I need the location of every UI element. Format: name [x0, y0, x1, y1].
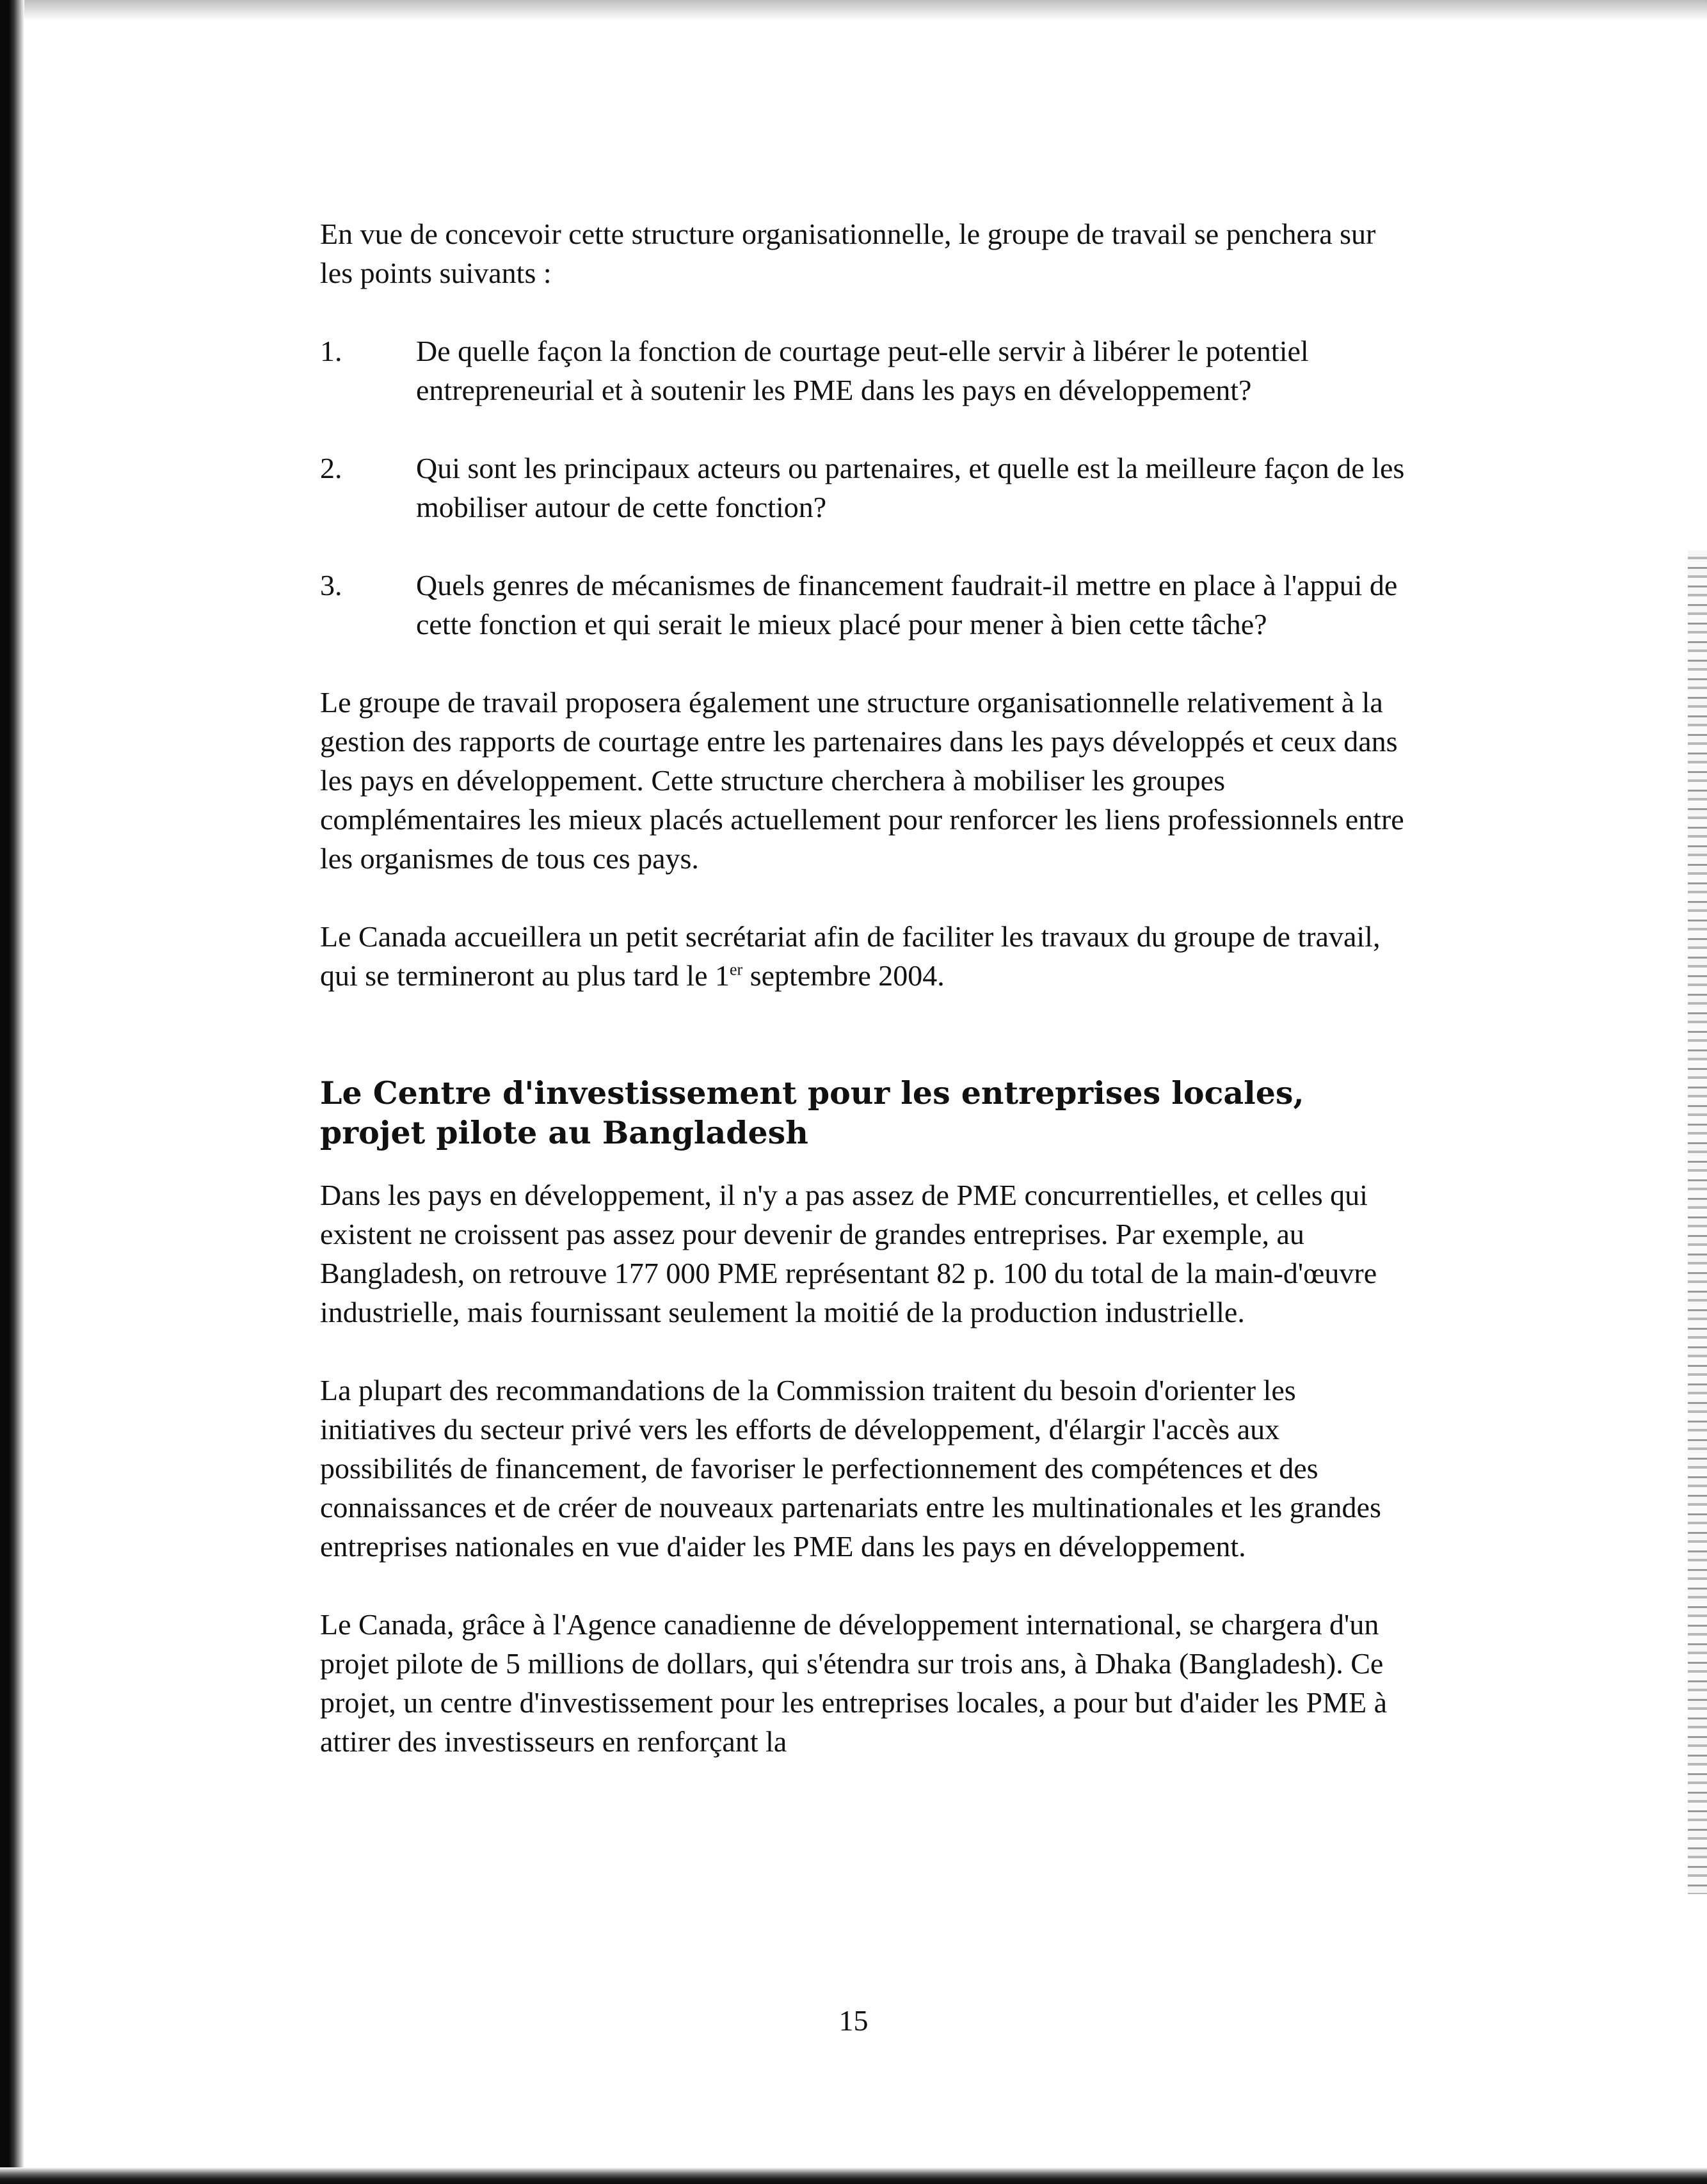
- recommendations-paragraph: La plupart des recommandations de la Commission traitent du besoin d'orienter les initiatives du secteur privé vers les efforts de développement, d'élargir l'accès aux possibilités de financement, de favoriser le perfectionnement des compétences et des connaissances et de créer de nouveaux partenariats entre les multinationales et les grandes entreprises nationales en vue d'aider les PME dans les pays en développement.: [320, 1374, 1381, 1563]
- list-item: [320, 449, 1408, 527]
- list-item: [320, 566, 1408, 644]
- secretariat-paragraph: [320, 917, 1408, 995]
- pme-paragraph: Dans les pays en développement, il n'y a pas assez de PME concurrentielles, et celles qui existent ne croissent pas assez pour devenir de grandes entreprises. Par exemple, au Bangladesh, on retrouve 177 000 PME représentant 82 p. 100 du total de la main-d'œuvre industrielle, mais fournissant seulement la moitié de la production industrielle.: [320, 1179, 1377, 1328]
- list-item-text: Quels genres de mécanismes de financement faudrait-il mettre en place à l'appui de cette fonction et qui serait le mieux placé pour mener à bien cette tâche?: [416, 569, 1398, 641]
- page-number: 15: [838, 2004, 869, 2037]
- ordinal-superscript: er: [730, 960, 743, 979]
- structure-paragraph: Le groupe de travail proposera également une structure organisationnelle relativement à la gestion des rapports de courtage entre les partenaires dans les pays développés et ceux dans les pays en développement. Cette structure cherchera à mobiliser les groupes complémentaires les mieux placés actuellement pour renforcer les liens professionnels entre les organismes de tous ces pays.: [320, 686, 1404, 875]
- list-item-number: 1.: [320, 335, 342, 367]
- intro-paragraph: En vue de concevoir cette structure organisationnelle, le groupe de travail se penchera sur les points suivants :: [320, 218, 1376, 289]
- scan-edge-left: [0, 0, 24, 2184]
- scan-edge-bottom: [0, 2167, 1707, 2184]
- question-list: [320, 331, 1408, 644]
- scan-edge-right: [1688, 550, 1707, 1894]
- acdi-paragraph: Le Canada, grâce à l'Agence canadienne de développement international, se chargera d'un projet pilote de 5 millions de dollars, qui s'étendra sur trois ans, à Dhaka (Bangladesh). Ce projet, un centre d'investissement pour les entreprises locales, a pour but d'aider les PME à attirer des investisseurs en renforçant la: [320, 1608, 1388, 1758]
- document-page: [320, 214, 1408, 1761]
- list-item: [320, 331, 1408, 410]
- secretariat-text: Le Canada accueillera un petit secrétariat afin de faciliter les travaux du groupe de travail, qui se termineront au plus tard le 1: [320, 920, 1381, 992]
- list-item-text: De quelle façon la fonction de courtage peut-elle servir à libérer le potentiel entrepreneurial et à soutenir les PME dans les pays en développement?: [416, 335, 1309, 406]
- section-heading: Le Centre d'investissement pour les entreprises locales, projet pilote au Bangladesh: [320, 1074, 1304, 1151]
- list-item-number: 3.: [320, 569, 342, 602]
- list-item-number: 2.: [320, 452, 342, 484]
- list-item-text: Qui sont les principaux acteurs ou partenaires, et quelle est la meilleure façon de les mobiliser autour de cette fonction?: [416, 452, 1405, 523]
- scan-edge-top: [0, 0, 1707, 20]
- secretariat-date: septembre 2004.: [742, 959, 945, 992]
